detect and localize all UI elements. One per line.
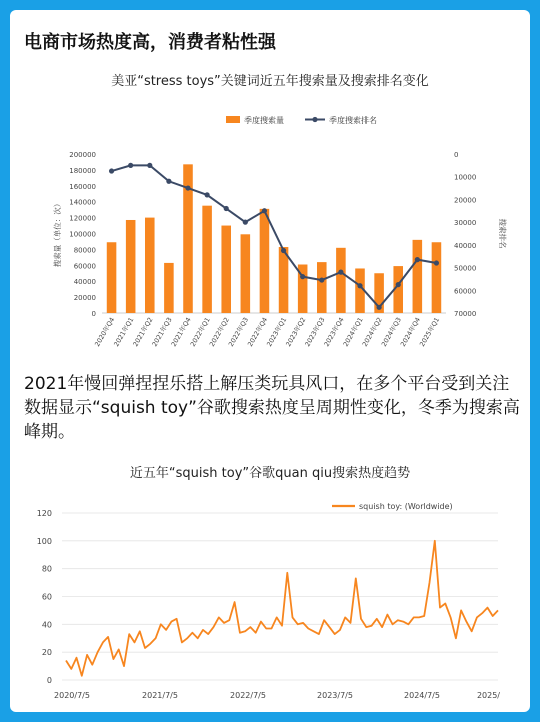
y-left-tick-label: 180000	[69, 166, 96, 175]
rank-point	[243, 220, 248, 225]
y-right-tick-label: 30000	[454, 219, 477, 228]
rank-point	[338, 270, 343, 275]
x-tick-label: 2024年Q4	[398, 316, 423, 348]
volume-bar	[241, 234, 251, 313]
rank-line	[112, 165, 437, 307]
rank-point	[166, 179, 171, 184]
rank-point	[262, 208, 267, 213]
y-tick-label: 120	[36, 509, 52, 518]
x-tick-label: 2022年Q3	[226, 316, 251, 348]
y-tick-label: 80	[41, 564, 52, 574]
volume-bar	[164, 263, 174, 313]
rank-point	[128, 163, 133, 168]
y-right-tick-label: 70000	[454, 310, 477, 318]
x-tick-label: 2021年Q2	[131, 316, 155, 348]
rank-point	[357, 283, 362, 288]
x-tick-label: 2022年Q4	[246, 316, 270, 348]
x-tick-label: 2022年Q1	[188, 316, 212, 348]
headline: 电商市场热度高，消费者粘性强	[24, 32, 276, 53]
legend-swatch-volume	[226, 116, 240, 123]
y-left-tick-label: 60000	[73, 262, 96, 271]
y-right-tick-label: 60000	[454, 287, 477, 296]
x-tick-label: 2025年Q1	[418, 316, 442, 348]
y-tick-label: 40	[41, 620, 52, 630]
y-left-tick-label: 20000	[73, 294, 96, 303]
x-tick-label: 2021年Q1	[112, 316, 136, 348]
x-tick-label: 2023/7/5	[317, 691, 353, 700]
rank-point	[185, 185, 190, 190]
rank-point	[224, 206, 229, 211]
chart1-title: 美亚“stress toys”关键词近五年搜索量及搜索排名变化	[111, 74, 429, 89]
x-tick-label: 2025/	[476, 691, 500, 700]
volume-bar	[260, 209, 270, 313]
rank-point	[281, 248, 286, 253]
volume-bar	[221, 226, 231, 313]
rank-point	[319, 277, 324, 282]
y-right-tick-label: 40000	[454, 241, 477, 250]
volume-bar	[317, 262, 327, 313]
rank-point	[415, 257, 420, 262]
description-paragraph: 2021年慢回弹捏捏乐搭上解压类玩具风口，在多个平台受到关注数据显示“squish toy”谷歌搜索热度呈周期性变化，冬季为搜索高峰期。	[24, 374, 520, 442]
legend-label-trend: squish toy: (Worldwide)	[359, 502, 453, 511]
volume-bar	[432, 242, 442, 313]
legend-label-rank: 季度搜索排名	[329, 116, 377, 125]
y-left-tick-label: 200000	[69, 151, 96, 159]
y-tick-label: 0	[46, 676, 52, 685]
y-left-tick-label: 100000	[69, 230, 96, 239]
y-tick-label: 100	[36, 536, 52, 546]
volume-bar	[202, 206, 212, 313]
x-tick-label: 2023年Q2	[284, 316, 308, 348]
x-tick-label: 2024年Q3	[379, 316, 403, 348]
x-tick-label: 2024/7/5	[404, 691, 440, 700]
y-left-tick-label: 40000	[73, 278, 96, 287]
x-tick-label: 2024年Q2	[360, 316, 384, 348]
y-right-tick-label: 20000	[454, 196, 477, 205]
x-tick-label: 2020/7/5	[54, 691, 90, 700]
y-tick-label: 60	[41, 592, 52, 602]
rank-point	[205, 192, 210, 197]
y-left-axis-title: 搜索量（单位：次）	[53, 199, 62, 268]
y-right-tick-label: 0	[454, 151, 459, 159]
x-tick-label: 2021年Q3	[150, 316, 174, 348]
chart2-title: 近五年“squish toy”谷歌quan qiu搜索热度趋势	[129, 466, 411, 481]
search-trend-chart	[10, 486, 530, 706]
x-tick-label: 2023年Q4	[322, 316, 346, 348]
volume-bar	[413, 240, 423, 313]
x-tick-label: 2021年Q4	[169, 316, 193, 348]
rank-point	[377, 305, 382, 310]
y-right-tick-label: 10000	[454, 173, 477, 182]
y-right-axis-title: 搜索排名	[498, 218, 507, 249]
y-tick-label: 20	[41, 648, 52, 658]
trend-line	[66, 541, 498, 676]
rank-point	[109, 168, 114, 173]
x-tick-label: 2021/7/5	[142, 691, 178, 700]
x-tick-label: 2022年Q2	[207, 316, 231, 348]
volume-bar	[126, 220, 136, 313]
y-left-tick-label: 80000	[73, 246, 96, 255]
x-tick-label: 2022/7/5	[230, 691, 266, 700]
volume-bar	[145, 218, 155, 313]
x-tick-label: 2020年Q4	[93, 316, 117, 348]
rank-point	[300, 274, 305, 279]
legend-marker-rank	[312, 117, 317, 122]
rank-point	[396, 282, 401, 287]
x-tick-label: 2023年Q3	[303, 316, 327, 348]
y-left-tick-label: 120000	[69, 214, 96, 223]
rank-point	[147, 163, 152, 168]
volume-bar	[279, 247, 289, 313]
y-left-tick-label: 0	[91, 310, 96, 318]
content-card	[10, 10, 530, 712]
y-left-tick-label: 160000	[69, 182, 96, 191]
y-left-tick-label: 140000	[69, 198, 96, 207]
legend-label-volume: 季度搜索量	[244, 116, 284, 125]
search-volume-rank-chart	[10, 98, 530, 348]
y-right-tick-label: 50000	[454, 264, 477, 273]
x-tick-label: 2023年Q1	[265, 316, 289, 348]
volume-bar	[107, 242, 117, 313]
x-tick-label: 2024年Q1	[341, 316, 365, 348]
rank-point	[434, 260, 439, 265]
volume-bar	[336, 248, 346, 313]
